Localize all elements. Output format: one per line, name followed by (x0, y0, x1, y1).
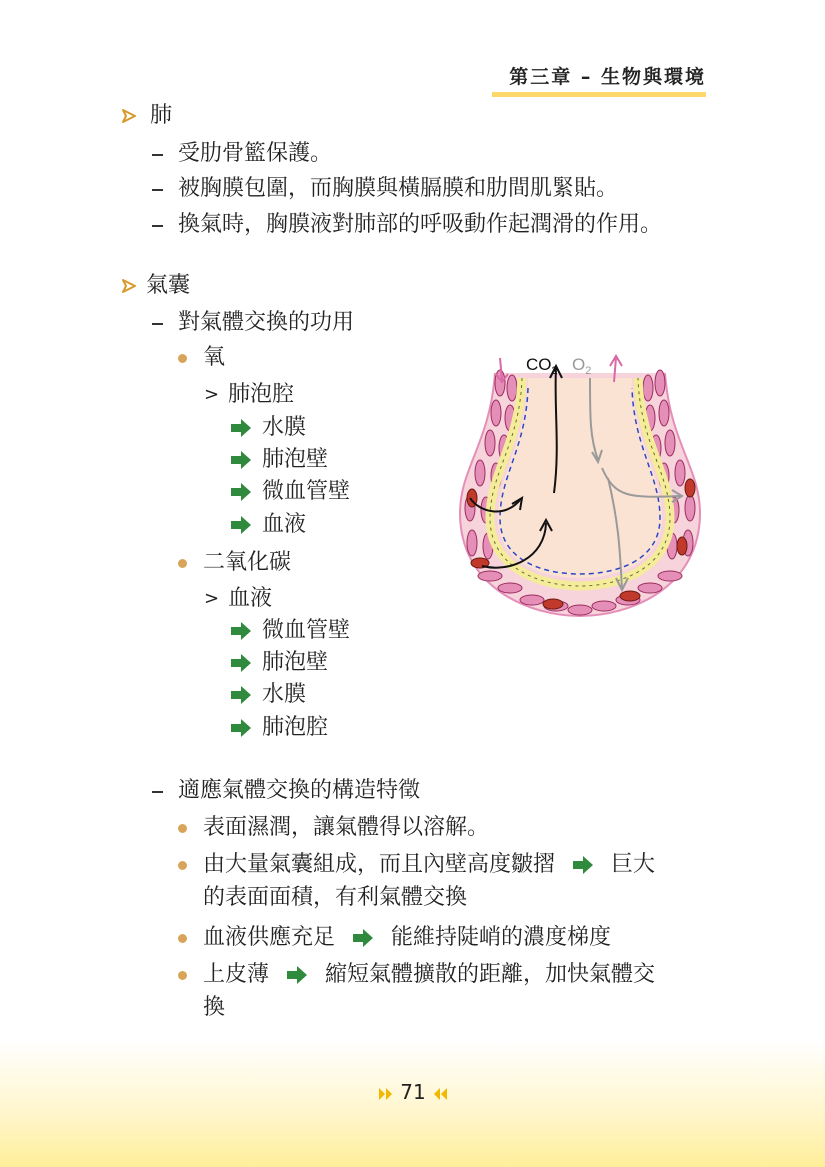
feature-thin-epithelium (203, 961, 655, 989)
dot-bullet-icon (178, 824, 187, 833)
dash-bullet-icon (152, 791, 163, 793)
page-number-text: 71 (400, 1080, 426, 1104)
green-arrow-icon (230, 516, 252, 534)
oxygen-start: 肺泡腔 (228, 382, 295, 407)
dot-bullet-icon (178, 934, 187, 943)
dash-bullet-icon (152, 189, 163, 191)
adaptation-heading: 適應氣體交換的構造特徵 (178, 778, 421, 803)
section-heading-alveoli: 氣囊 (146, 273, 191, 298)
chapter-title: 第三章 – 生物與環境 (492, 62, 706, 97)
co2-step: 肺泡腔 (262, 715, 329, 740)
oxygen-label: 氧 (203, 345, 226, 370)
green-arrow-icon (572, 856, 594, 874)
dot-bullet-icon (178, 559, 187, 568)
feature-text: 能維持陡峭的濃度梯度 (391, 925, 612, 950)
co2-label: 二氧化碳 (203, 550, 292, 575)
section-heading-lungs: 肺 (150, 103, 173, 128)
oxygen-step: 微血管壁 (262, 479, 351, 504)
dot-bullet-icon (178, 861, 187, 870)
double-chevron-left-icon (432, 1087, 448, 1101)
dash-bullet-icon (152, 323, 163, 325)
feature-moist-surface: 表面濕潤，讓氣體得以溶解。 (203, 815, 490, 840)
page-number (375, 1078, 451, 1106)
triangle-bullet-icon (122, 279, 136, 293)
feature-text: 由大量氣囊組成，而且內壁高度皺摺 (203, 852, 556, 877)
gt-bullet-icon: > (204, 384, 220, 405)
green-arrow-icon (352, 929, 374, 947)
feature-blood-supply (203, 924, 611, 952)
double-chevron-right-icon (378, 1087, 394, 1101)
green-arrow-icon (230, 686, 252, 704)
lung-point-1: 受肋骨籃保護。 (178, 141, 333, 166)
alveolus-diagram (450, 348, 710, 628)
co2-diagram-label: $CO_2$ (526, 355, 558, 377)
co2-step: 肺泡壁 (262, 650, 329, 675)
green-arrow-icon (230, 654, 252, 672)
feature-large-surface (203, 851, 655, 879)
green-arrow-icon (230, 451, 252, 469)
green-arrow-icon (286, 966, 308, 984)
feature-text: 上皮薄 (203, 962, 270, 987)
feature-text: 縮短氣體擴散的距離，加快氣體交 (325, 962, 656, 987)
oxygen-step: 肺泡壁 (262, 447, 329, 472)
green-arrow-icon (230, 719, 252, 737)
co2-start: 血液 (228, 586, 273, 611)
green-arrow-icon (230, 483, 252, 501)
oxygen-step: 水膜 (262, 415, 307, 440)
feature-text: 巨大 (611, 852, 656, 877)
green-arrow-icon (230, 419, 252, 437)
green-arrow-icon (230, 622, 252, 640)
lung-point-2: 被胸膜包圍，而胸膜與橫膈膜和肋間肌緊貼。 (178, 176, 619, 201)
co2-step: 微血管壁 (262, 618, 351, 643)
co2-step: 水膜 (262, 682, 307, 707)
feature-text: 血液供應充足 (203, 925, 336, 950)
o2-diagram-label: $O_2$ (572, 355, 592, 377)
dot-bullet-icon (178, 354, 187, 363)
dash-bullet-icon (152, 154, 163, 156)
lung-point-3: 換氣時，胸膜液對肺部的呼吸動作起潤滑的作用。 (178, 212, 663, 237)
dash-bullet-icon (152, 225, 163, 227)
function-heading: 對氣體交換的功用 (178, 310, 355, 335)
dot-bullet-icon (178, 971, 187, 980)
feature-text-continued: 換 (203, 995, 226, 1020)
feature-text-continued: 的表面面積，有利氣體交換 (203, 885, 468, 910)
gt-bullet-icon: > (204, 588, 220, 609)
triangle-bullet-icon (122, 109, 136, 123)
oxygen-step: 血液 (262, 512, 307, 537)
